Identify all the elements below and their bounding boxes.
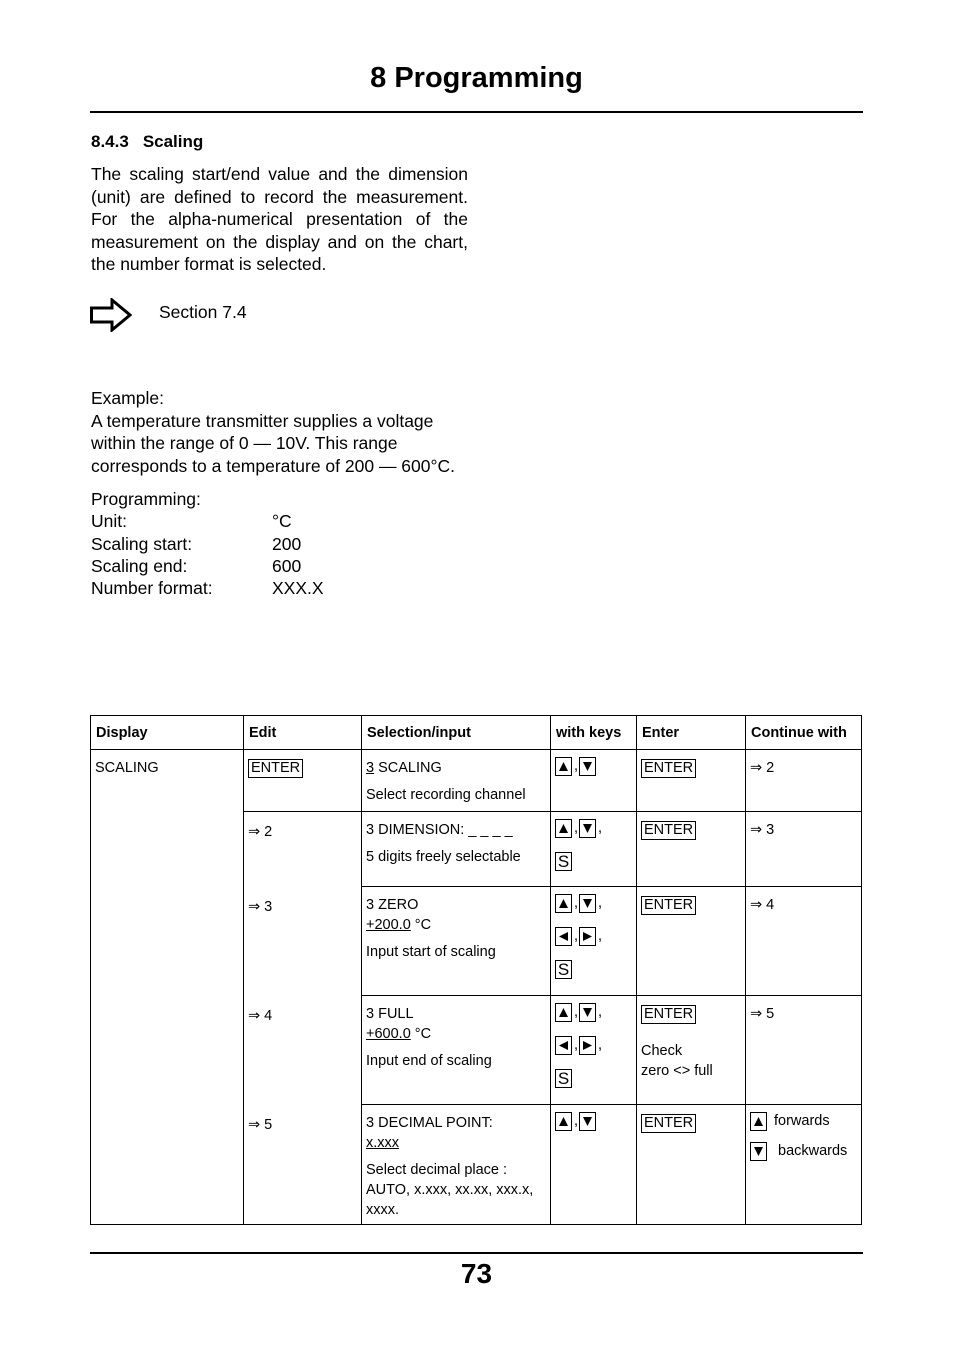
enter-key: ENTER <box>641 759 696 778</box>
continue-forwards: forwards <box>774 1113 830 1129</box>
programming-row: Scaling start: 200 <box>91 533 302 554</box>
continue-cell: ⇒ 4 <box>746 887 862 996</box>
example-text: A temperature transmitter supplies a voltage within the range of 0 — 10V. This range corresponds to a temperature of 200 — 600°C. <box>91 410 456 476</box>
enter-key: ENTER <box>641 896 696 915</box>
enter-key: ENTER <box>641 1114 696 1133</box>
enter-key: ENTER <box>248 759 303 778</box>
right-arrow-key-icon <box>579 927 596 946</box>
header-edit: Edit <box>244 716 362 750</box>
enter-note: zero <> full <box>641 1063 713 1079</box>
header-display: Display <box>91 716 244 750</box>
left-arrow-key-icon <box>555 927 572 946</box>
header-continue: Continue with <box>746 716 862 750</box>
edit-cell: ⇒ 5 <box>244 1105 362 1225</box>
programming-table <box>90 715 862 1225</box>
programming-row: Number format: XXX.X <box>91 578 324 599</box>
edit-cell: ⇒ 3 <box>244 887 362 996</box>
enter-cell <box>637 1105 746 1225</box>
intro-paragraph: The scaling start/end value and the dimension (unit) are defined to record the measurement. For the alpha-numerical presentation of the measurement on the display and on the chart, the number format is selected. <box>91 164 468 274</box>
enter-cell <box>637 887 746 996</box>
section-title: Scaling <box>142 132 204 151</box>
programming-row: Scaling end: 600 <box>91 555 302 576</box>
selection-cell: 3 ZERO +200.0 °C Input start of scaling <box>362 887 551 996</box>
selection-cell: 3 DIMENSION: _ _ _ _ 5 digits freely selectable <box>362 812 551 887</box>
down-arrow-key-icon <box>579 757 596 776</box>
s-key: S <box>555 960 572 979</box>
keys-cell: , , , , S <box>551 887 637 996</box>
chapter-title: 8 Programming <box>370 62 583 94</box>
left-arrow-key-icon <box>555 1036 572 1055</box>
s-key: S <box>555 852 572 871</box>
programming-row: Unit: °C <box>91 511 292 532</box>
down-arrow-key-icon <box>750 1142 767 1161</box>
enter-cell <box>637 750 746 812</box>
continue-cell: ⇒ 2 <box>746 750 862 812</box>
down-arrow-key-icon <box>579 819 596 838</box>
down-arrow-key-icon <box>579 1003 596 1022</box>
programming-label: Programming: <box>91 489 201 509</box>
up-arrow-key-icon <box>555 894 572 913</box>
section-heading <box>91 132 203 152</box>
keys-cell: , , , , S <box>551 996 637 1105</box>
enter-note: Check <box>641 1043 683 1059</box>
right-arrow-key-icon <box>579 1036 596 1055</box>
keys-cell: , <box>551 750 637 812</box>
keys-cell: , <box>551 1105 637 1225</box>
edit-cell: ⇒ 4 <box>244 996 362 1105</box>
header-with-keys: with keys <box>551 716 637 750</box>
enter-cell <box>637 996 746 1105</box>
header-rule <box>90 111 863 113</box>
down-arrow-key-icon <box>579 1112 596 1131</box>
footer-rule <box>90 1252 863 1254</box>
up-arrow-key-icon <box>555 757 572 776</box>
keys-cell: , , S <box>551 812 637 887</box>
page-number: 73 <box>460 1258 493 1289</box>
table-row <box>91 750 862 812</box>
enter-key: ENTER <box>641 821 696 840</box>
selection-cell: 3 SCALING Select recording channel <box>362 750 551 812</box>
enter-cell <box>637 812 746 887</box>
up-arrow-key-icon <box>555 819 572 838</box>
enter-key: ENTER <box>641 1005 696 1024</box>
continue-cell: ⇒ 3 <box>746 812 862 887</box>
up-arrow-key-icon <box>750 1112 767 1131</box>
section-number: 8.4.3 <box>91 132 129 151</box>
example-label: Example: <box>91 388 164 408</box>
display-cell: SCALING <box>91 750 244 1225</box>
selection-cell: 3 DECIMAL POINT: x.xxx Select decimal place : AUTO, x.xxx, xx.xx, xxx.x, xxxx. <box>362 1105 551 1225</box>
continue-cell <box>746 1105 862 1225</box>
selection-cell: 3 FULL +600.0 °C Input end of scaling <box>362 996 551 1105</box>
edit-cell: ⇒ 2 <box>244 812 362 887</box>
table-header-row <box>91 716 862 750</box>
continue-backwards: backwards <box>778 1143 848 1159</box>
programming-block <box>91 488 324 599</box>
up-arrow-key-icon <box>555 1003 572 1022</box>
s-key: S <box>555 1069 572 1088</box>
header-enter: Enter <box>637 716 746 750</box>
edit-cell <box>244 750 362 812</box>
down-arrow-key-icon <box>579 894 596 913</box>
example-block <box>91 387 471 477</box>
up-arrow-key-icon <box>555 1112 572 1131</box>
header-selection: Selection/input <box>362 716 551 750</box>
continue-cell: ⇒ 5 <box>746 996 862 1105</box>
arrow-right-outline-icon <box>90 298 132 332</box>
section-reference: Section 7.4 <box>159 302 247 322</box>
